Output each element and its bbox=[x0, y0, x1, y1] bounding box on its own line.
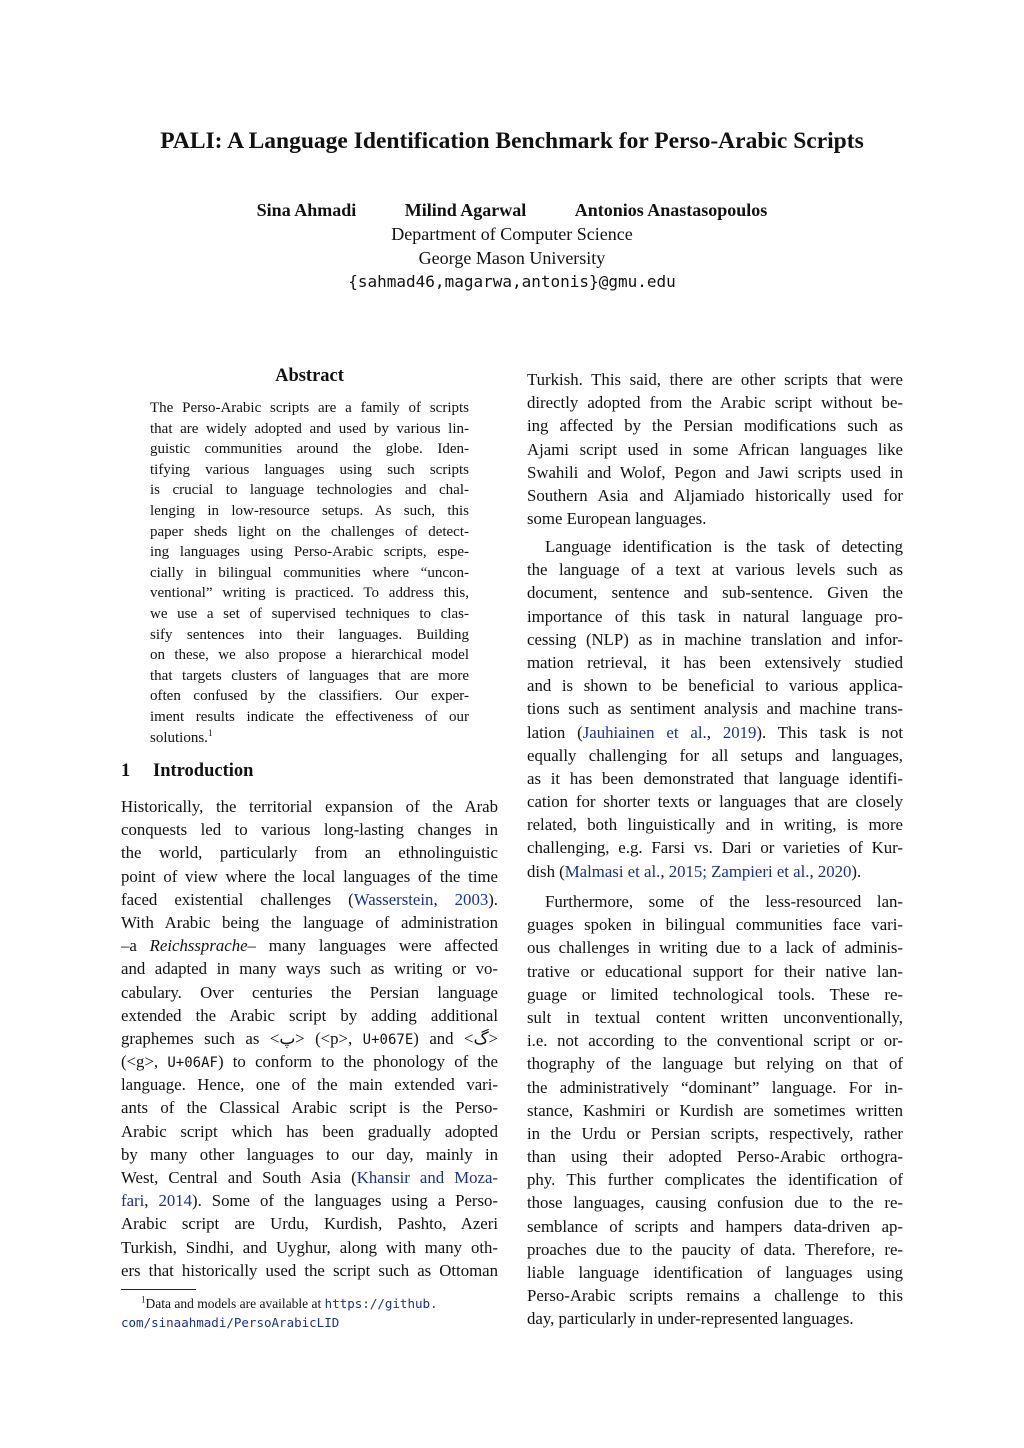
citation-year-link[interactable]: 2020 bbox=[817, 861, 852, 881]
abstract-body bbox=[150, 398, 469, 748]
abstract-line: iment results indicate the effectiveness of our bbox=[150, 708, 469, 725]
text-run: , bbox=[144, 1191, 159, 1211]
footnote-number: 1 bbox=[141, 1294, 146, 1305]
author-name: Sina Ahmadi bbox=[256, 200, 357, 220]
body-line: and adapted in many ways such as writing or vo- bbox=[121, 959, 498, 979]
body-line: With Arabic being the language of administration bbox=[121, 912, 498, 932]
text-run: – many languages were affected bbox=[247, 936, 498, 956]
body-line bbox=[527, 860, 903, 883]
left-column bbox=[121, 0, 498, 1448]
abstract-heading: Abstract bbox=[275, 366, 344, 386]
text-run: , bbox=[706, 722, 723, 742]
footnote bbox=[121, 1294, 498, 1332]
text-run: ) to conform to the phonology of the bbox=[217, 1052, 498, 1072]
body-line: thography of the language but relying on that of bbox=[527, 1054, 903, 1074]
paragraph-unconventional-writing bbox=[527, 890, 903, 1331]
text-run: dish ( bbox=[527, 861, 565, 881]
citation-link[interactable]: Khansir and Moza- bbox=[356, 1168, 498, 1187]
body-line: tions such as sentiment analysis and machine trans- bbox=[527, 699, 903, 719]
abstract-line: The Perso-Arabic scripts are a family of scripts bbox=[150, 400, 469, 416]
text-run: , bbox=[660, 861, 669, 881]
body-line: stance, Kashmiri or Kurdish are sometimes written bbox=[527, 1100, 903, 1120]
body-line: as it has been demonstrated that language identifi- bbox=[527, 768, 903, 788]
citation-link[interactable]: Malmasi et al. bbox=[564, 861, 661, 881]
text-run: graphemes such as <پ> (<p>, bbox=[121, 1028, 363, 1048]
body-line: the language of a text at various levels such as bbox=[527, 560, 903, 580]
body-line bbox=[121, 1189, 498, 1212]
body-line: ing affected by the Persian modifications such as bbox=[527, 416, 903, 436]
body-line: Swahili and Wolof, Pegon and Jawi scripts used in bbox=[527, 462, 903, 482]
citation-link[interactable]: fari bbox=[121, 1191, 145, 1211]
body-line: Perso-Arabic scripts remains a challenge to this bbox=[527, 1286, 903, 1306]
body-line: than using their adopted Perso-Arabic orthogra- bbox=[527, 1147, 903, 1167]
abstract-line: on these, we also propose a hierarchical model bbox=[150, 647, 469, 664]
author-emails: {sahmad46,magarwa,antonis}@gmu.edu bbox=[348, 272, 676, 291]
text-run: , bbox=[809, 861, 818, 881]
citation-link[interactable]: Zampieri et al. bbox=[711, 861, 810, 881]
abstract-line bbox=[150, 728, 469, 749]
abstract-line: is crucial to language technologies and chal- bbox=[150, 482, 469, 499]
body-line: directly adopted from the Arabic script without be- bbox=[527, 393, 903, 413]
paragraph-language-identification bbox=[527, 535, 903, 883]
unicode-codepoint: U+067E bbox=[362, 1031, 414, 1048]
body-line: Furthermore, some of the less-resourced lan- bbox=[545, 892, 903, 911]
body-line: by many other languages to our day, mainly in bbox=[121, 1144, 498, 1164]
text-run: –a bbox=[121, 936, 150, 956]
text-run: ). bbox=[851, 861, 862, 881]
text-run: West, Central and South Asia ( bbox=[121, 1168, 357, 1187]
body-line: some European languages. bbox=[527, 509, 707, 529]
footnote-text: Data and models are available at bbox=[145, 1296, 325, 1311]
body-line: Language identification is the task of detecting bbox=[545, 537, 903, 556]
abstract-line: guistic communities around the globe. Iden- bbox=[150, 441, 469, 458]
italic-term: Reichssprache bbox=[149, 936, 248, 956]
abstract-line: ventional” writing is practiced. To address this, bbox=[150, 585, 469, 602]
introduction-body bbox=[121, 795, 498, 1282]
right-column bbox=[527, 0, 903, 1448]
abstract-line: paper sheds light on the challenges of detect- bbox=[150, 523, 469, 540]
body-line: mation retrieval, it has been extensively studied bbox=[527, 652, 903, 672]
author-name: Milind Agarwal bbox=[404, 200, 527, 220]
body-line: Ajami script used in some African languages like bbox=[527, 439, 903, 459]
body-line bbox=[527, 721, 903, 744]
body-line: related, both linguistically and in writing, is more bbox=[527, 815, 903, 835]
body-line: guages spoken in bilingual communities face vari- bbox=[527, 915, 903, 935]
body-line bbox=[121, 1050, 498, 1073]
body-line: i.e. not according to the conventional script or or- bbox=[527, 1031, 903, 1051]
footnote-line bbox=[121, 1313, 498, 1332]
citation-year-link[interactable]: 2014 bbox=[158, 1191, 193, 1211]
body-line: in the Urdu or Persian scripts, respectively, rather bbox=[527, 1123, 903, 1143]
body-line: Southern Asia and Aljamiado historically used for bbox=[527, 485, 903, 505]
citation-link[interactable]: Wasserstein bbox=[353, 889, 434, 909]
citation-link[interactable]: Jauhiainen et al. bbox=[582, 722, 707, 742]
body-line: ous challenges in writing due to a lack of adminis- bbox=[527, 938, 903, 958]
text-run: faced existential challenges ( bbox=[121, 889, 354, 909]
footnote-divider bbox=[121, 1289, 196, 1290]
abstract-line: lenging in low-resource setups. As such, this bbox=[150, 502, 469, 519]
body-line: point of view where the local languages of the time bbox=[121, 866, 498, 886]
body-line bbox=[121, 888, 498, 911]
body-line: Turkish, Sindhi, and Uyghur, along with many oth- bbox=[121, 1237, 498, 1257]
citation-year-link[interactable]: 2003 bbox=[454, 889, 489, 909]
body-line bbox=[121, 934, 498, 957]
body-line: cation for shorter texts or languages that are closely bbox=[527, 792, 903, 812]
body-line: cabulary. Over centuries the Persian language bbox=[121, 982, 498, 1002]
body-line: the administratively “dominant” language. For in- bbox=[527, 1077, 903, 1097]
body-line: importance of this task in natural language pro- bbox=[527, 606, 903, 626]
citation-year-link[interactable]: 2015 bbox=[668, 861, 703, 881]
body-line: ants of the Classical Arabic script is the Perso- bbox=[121, 1098, 498, 1118]
body-line: the world, particularly from an ethnolinguistic bbox=[121, 843, 498, 863]
abstract-last-line: solutions. bbox=[150, 729, 208, 746]
body-line: document, sentence and sub-sentence. Given the bbox=[527, 583, 903, 603]
footnote-marker[interactable]: 1 bbox=[207, 727, 213, 738]
text-run: (<g>, bbox=[121, 1052, 168, 1072]
body-line: semblance of scripts and hampers data-driven ap- bbox=[527, 1216, 903, 1236]
body-line: cessing (NLP) as in machine translation and infor- bbox=[527, 629, 903, 649]
body-line: those languages, causing confusion due to the re- bbox=[527, 1193, 903, 1213]
body-line bbox=[121, 1027, 498, 1050]
body-line bbox=[121, 1166, 498, 1189]
body-line: equally challenging for all setups and languages, bbox=[527, 745, 903, 765]
citation-year-link[interactable]: 2019 bbox=[722, 722, 757, 742]
section-number: 1 bbox=[121, 761, 131, 781]
paragraph-scripts bbox=[527, 368, 903, 530]
abstract-line: that are widely adopted and used by various lin- bbox=[150, 420, 469, 437]
body-line: Arabic script are Urdu, Kurdish, Pashto, Azeri bbox=[121, 1214, 498, 1234]
abstract-line: cially in bilingual communities where “uncon- bbox=[150, 564, 469, 581]
body-line: Turkish. This said, there are other scripts that were bbox=[527, 370, 903, 389]
abstract-line: ing languages using Perso-Arabic scripts, espe- bbox=[150, 544, 469, 561]
body-line: day, particularly in under-represented languages. bbox=[527, 1309, 854, 1329]
abstract-line: often confused by the classifiers. Our exper- bbox=[150, 688, 469, 705]
text-run: ). bbox=[488, 889, 499, 909]
text-run: ; bbox=[702, 861, 712, 881]
body-line: extended the Arabic script by adding additional bbox=[121, 1005, 498, 1025]
text-run: ). Some of the languages using a Perso- bbox=[192, 1191, 498, 1211]
section-heading bbox=[121, 761, 253, 782]
body-line: Arabic script which has been gradually adopted bbox=[121, 1121, 498, 1141]
body-line: guage or limited technological tools. These re- bbox=[527, 984, 903, 1004]
footnote-url-link[interactable]: https://github. bbox=[324, 1296, 438, 1311]
body-line: liable language identification of languages using bbox=[527, 1263, 903, 1282]
department: Department of Computer Science bbox=[391, 224, 633, 244]
body-line: Historically, the territorial expansion of the Arab bbox=[121, 797, 498, 816]
body-line: sult in textual content written unconventionally, bbox=[527, 1007, 903, 1027]
body-line: ers that historically used the script such as Ottoman bbox=[121, 1260, 498, 1280]
body-line: and is shown to be beneficial to various applica- bbox=[527, 676, 903, 696]
body-line: trative or educational support for their native lan- bbox=[527, 961, 903, 981]
abstract-line: that targets clusters of languages that are more bbox=[150, 667, 469, 684]
body-line: challenging, e.g. Farsi vs. Dari or varieties of Kur- bbox=[527, 838, 903, 858]
text-run: lation ( bbox=[527, 722, 583, 742]
author-name: Antonios Anastasopoulos bbox=[574, 200, 768, 220]
body-line: phy. This further complicates the identification of bbox=[527, 1170, 903, 1190]
abstract-line: we use a set of supervised techniques to clas- bbox=[150, 605, 469, 622]
body-line: conquests led to various long-lasting changes in bbox=[121, 820, 498, 840]
text-run: , bbox=[433, 889, 455, 909]
body-line: language. Hence, one of the main extended vari- bbox=[121, 1075, 498, 1095]
university: George Mason University bbox=[418, 248, 606, 268]
footnote-url-link[interactable]: com/sinaahmadi/PersoArabicLID bbox=[121, 1315, 340, 1330]
paper-title: PALI: A Language Identification Benchmark for Perso-Arabic Scripts bbox=[160, 128, 864, 154]
text-run: ) and <گ> bbox=[413, 1028, 498, 1048]
text-run: ). This task is not bbox=[756, 722, 903, 742]
body-line: proaches due to the paucity of data. Therefore, re- bbox=[527, 1239, 903, 1259]
abstract-line: tifying various languages using such scripts bbox=[150, 461, 469, 478]
section-title: Introduction bbox=[153, 761, 254, 781]
unicode-codepoint: U+06AF bbox=[167, 1055, 218, 1072]
footnote-line bbox=[121, 1294, 498, 1313]
abstract-line: sify sentences into their languages. Building bbox=[150, 626, 469, 643]
